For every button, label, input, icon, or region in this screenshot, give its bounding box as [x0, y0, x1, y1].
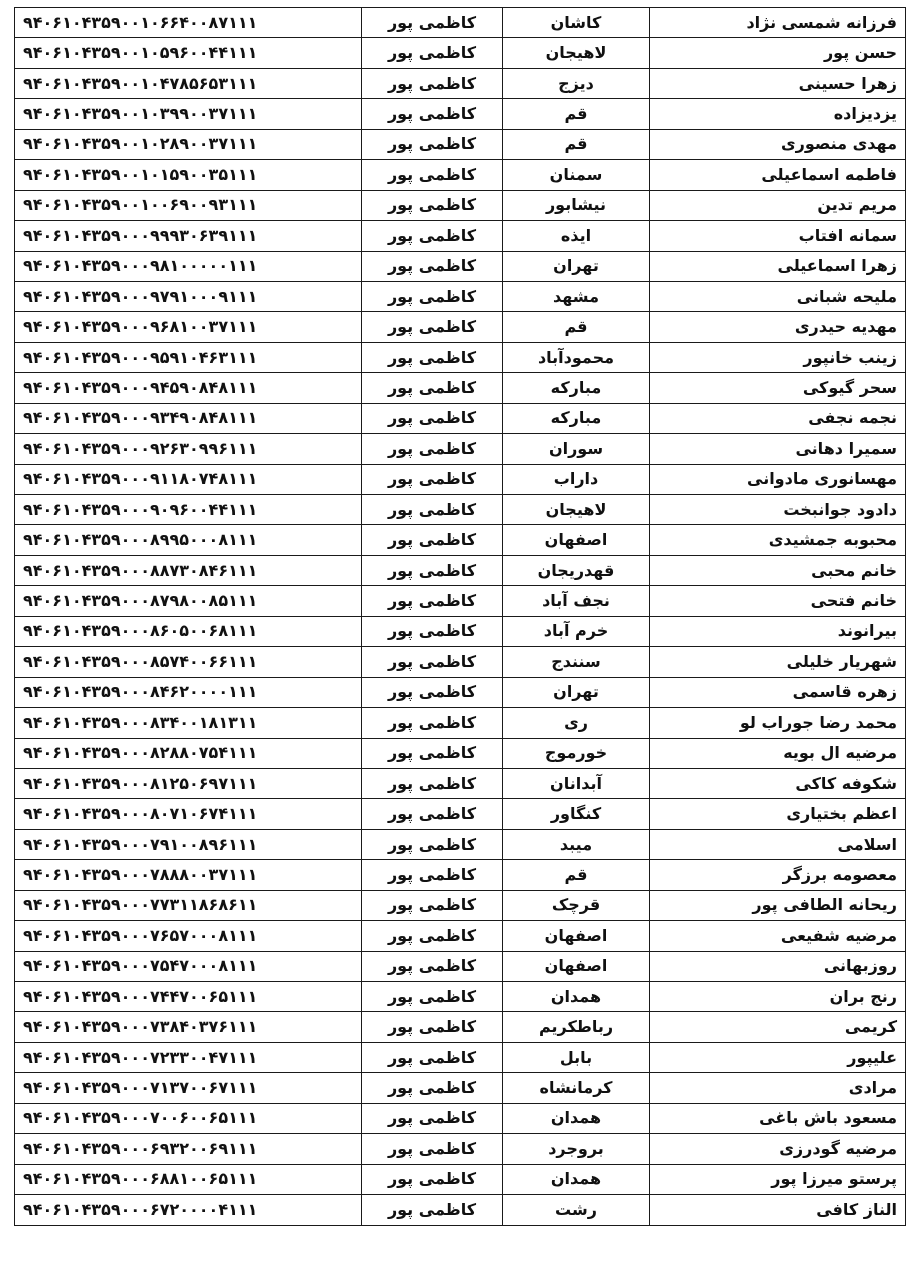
table-row: [15, 495, 906, 525]
code-cell: ۹۴۰۶۱۰۴۳۵۹۰۰۱۰۳۹۹۰۰۳۷۱۱۱: [15, 99, 362, 129]
code-cell: ۹۴۰۶۱۰۴۳۵۹۰۰۰۷۹۱۰۰۸۹۶۱۱۱: [15, 829, 362, 859]
table-row: [15, 647, 906, 677]
name-cell: فاطمه اسماعیلی: [650, 160, 906, 190]
name-cell: ملیحه شبانی: [650, 281, 906, 311]
city-cell: تهران: [503, 251, 650, 281]
code-cell: ۹۴۰۶۱۰۴۳۵۹۰۰۰۹۹۹۳۰۶۳۹۱۱۱: [15, 221, 362, 251]
surname-cell: کاظمی پور: [362, 281, 503, 311]
name-cell: پرستو میرزا پور: [650, 1164, 906, 1194]
city-cell: اصفهان: [503, 921, 650, 951]
city-cell: قم: [503, 129, 650, 159]
code-cell: ۹۴۰۶۱۰۴۳۵۹۰۰۰۷۳۸۴۰۳۷۶۱۱۱: [15, 1012, 362, 1042]
name-cell: یزدیزاده: [650, 99, 906, 129]
city-cell: قهدریجان: [503, 555, 650, 585]
code-cell: ۹۴۰۶۱۰۴۳۵۹۰۰۰۹۵۹۱۰۴۶۳۱۱۱: [15, 342, 362, 372]
city-cell: لاهیجان: [503, 38, 650, 68]
code-cell: ۹۴۰۶۱۰۴۳۵۹۰۰۰۸۱۲۵۰۶۹۷۱۱۱: [15, 768, 362, 798]
table-row: [15, 373, 906, 403]
table-row: [15, 890, 906, 920]
surname-cell: کاظمی پور: [362, 68, 503, 98]
table-row: [15, 1012, 906, 1042]
city-cell: ایذه: [503, 221, 650, 251]
code-cell: ۹۴۰۶۱۰۴۳۵۹۰۰۰۹۷۹۱۰۰۰۹۱۱۱: [15, 281, 362, 311]
surname-cell: کاظمی پور: [362, 129, 503, 159]
table-row: [15, 982, 906, 1012]
code-cell: ۹۴۰۶۱۰۴۳۵۹۰۰۰۹۱۱۸۰۷۴۸۱۱۱: [15, 464, 362, 494]
surname-cell: کاظمی پور: [362, 221, 503, 251]
table-row: [15, 190, 906, 220]
city-cell: قرچک: [503, 890, 650, 920]
code-cell: ۹۴۰۶۱۰۴۳۵۹۰۰۰۹۲۶۳۰۹۹۶۱۱۱: [15, 434, 362, 464]
city-cell: رشت: [503, 1195, 650, 1225]
city-cell: تهران: [503, 677, 650, 707]
name-cell: مسعود باش باغی: [650, 1103, 906, 1133]
city-cell: کاشان: [503, 8, 650, 38]
name-cell: مرضیه ال بویه: [650, 738, 906, 768]
name-cell: بیرانوند: [650, 616, 906, 646]
code-cell: ۹۴۰۶۱۰۴۳۵۹۰۰۰۷۱۳۷۰۰۶۷۱۱۱: [15, 1073, 362, 1103]
code-cell: ۹۴۰۶۱۰۴۳۵۹۰۰۰۷۰۰۶۰۰۶۵۱۱۱: [15, 1103, 362, 1133]
table-row: [15, 342, 906, 372]
name-cell: زهرا اسماعیلی: [650, 251, 906, 281]
code-cell: ۹۴۰۶۱۰۴۳۵۹۰۰۰۸۲۸۸۰۷۵۴۱۱۱: [15, 738, 362, 768]
name-cell: اعظم بختیاری: [650, 799, 906, 829]
table-row: [15, 403, 906, 433]
table-row: [15, 251, 906, 281]
city-cell: قم: [503, 312, 650, 342]
code-cell: ۹۴۰۶۱۰۴۳۵۹۰۰۰۹۸۱۰۰۰۰۰۱۱۱: [15, 251, 362, 281]
code-cell: ۹۴۰۶۱۰۴۳۵۹۰۰۰۷۸۸۸۰۰۳۷۱۱۱: [15, 860, 362, 890]
table-row: [15, 1103, 906, 1133]
city-cell: اصفهان: [503, 525, 650, 555]
table-row: [15, 1195, 906, 1225]
city-cell: قم: [503, 99, 650, 129]
city-cell: دیزج: [503, 68, 650, 98]
city-cell: سوران: [503, 434, 650, 464]
code-cell: ۹۴۰۶۱۰۴۳۵۹۰۰۰۸۵۷۴۰۰۶۶۱۱۱: [15, 647, 362, 677]
city-cell: کرمانشاه: [503, 1073, 650, 1103]
table-row: [15, 586, 906, 616]
name-cell: مرضیه شفیعی: [650, 921, 906, 951]
city-cell: همدان: [503, 982, 650, 1012]
table-row: [15, 434, 906, 464]
surname-cell: کاظمی پور: [362, 38, 503, 68]
code-cell: ۹۴۰۶۱۰۴۳۵۹۰۰۱۰۶۶۴۰۰۸۷۱۱۱: [15, 8, 362, 38]
name-cell: حسن پور: [650, 38, 906, 68]
name-cell: نجمه نجفی: [650, 403, 906, 433]
name-cell: مهدی منصوری: [650, 129, 906, 159]
surname-cell: کاظمی پور: [362, 1042, 503, 1072]
code-cell: ۹۴۰۶۱۰۴۳۵۹۰۰۰۸۰۷۱۰۶۷۴۱۱۱: [15, 799, 362, 829]
name-cell: علیپور: [650, 1042, 906, 1072]
code-cell: ۹۴۰۶۱۰۴۳۵۹۰۰۰۹۰۹۶۰۰۴۴۱۱۱: [15, 495, 362, 525]
city-cell: بابل: [503, 1042, 650, 1072]
surname-cell: کاظمی پور: [362, 8, 503, 38]
city-cell: نیشابور: [503, 190, 650, 220]
surname-cell: کاظمی پور: [362, 1164, 503, 1194]
surname-cell: کاظمی پور: [362, 890, 503, 920]
city-cell: میبد: [503, 829, 650, 859]
name-cell: الناز کافی: [650, 1195, 906, 1225]
surname-cell: کاظمی پور: [362, 738, 503, 768]
city-cell: ری: [503, 708, 650, 738]
surname-cell: کاظمی پور: [362, 921, 503, 951]
name-cell: زهرا حسینی: [650, 68, 906, 98]
city-cell: سمنان: [503, 160, 650, 190]
name-cell: ریحانه الطافی پور: [650, 890, 906, 920]
code-cell: ۹۴۰۶۱۰۴۳۵۹۰۰۱۰۲۸۹۰۰۳۷۱۱۱: [15, 129, 362, 159]
code-cell: ۹۴۰۶۱۰۴۳۵۹۰۰۰۹۳۴۹۰۸۴۸۱۱۱: [15, 403, 362, 433]
name-cell: روزبهانی: [650, 951, 906, 981]
surname-cell: کاظمی پور: [362, 677, 503, 707]
table-row: [15, 99, 906, 129]
surname-cell: کاظمی پور: [362, 1134, 503, 1164]
city-cell: مشهد: [503, 281, 650, 311]
city-cell: اصفهان: [503, 951, 650, 981]
code-cell: ۹۴۰۶۱۰۴۳۵۹۰۰۰۸۳۴۰۰۱۸۱۳۱۱: [15, 708, 362, 738]
surname-cell: کاظمی پور: [362, 555, 503, 585]
table-row: [15, 768, 906, 798]
table-row: [15, 464, 906, 494]
table-row: [15, 616, 906, 646]
surname-cell: کاظمی پور: [362, 586, 503, 616]
name-cell: خانم فتحی: [650, 586, 906, 616]
code-cell: ۹۴۰۶۱۰۴۳۵۹۰۰۰۸۴۶۲۰۰۰۰۱۱۱: [15, 677, 362, 707]
name-cell: مهدیه حیدری: [650, 312, 906, 342]
city-cell: بروجرد: [503, 1134, 650, 1164]
code-cell: ۹۴۰۶۱۰۴۳۵۹۰۰۰۷۶۵۷۰۰۰۸۱۱۱: [15, 921, 362, 951]
name-cell: دادود جوانبخت: [650, 495, 906, 525]
name-cell: مریم تدین: [650, 190, 906, 220]
table-row: [15, 525, 906, 555]
table-row: [15, 555, 906, 585]
name-cell: مرضیه گودرزی: [650, 1134, 906, 1164]
surname-cell: کاظمی پور: [362, 860, 503, 890]
name-cell: سحر گیوکی: [650, 373, 906, 403]
name-cell: سمانه افتاب: [650, 221, 906, 251]
code-cell: ۹۴۰۶۱۰۴۳۵۹۰۰۰۹۶۸۱۰۰۳۷۱۱۱: [15, 312, 362, 342]
name-cell: زینب خانپور: [650, 342, 906, 372]
surname-cell: کاظمی پور: [362, 190, 503, 220]
surname-cell: کاظمی پور: [362, 768, 503, 798]
table-row: [15, 68, 906, 98]
table-row: [15, 738, 906, 768]
table-row: [15, 221, 906, 251]
code-cell: ۹۴۰۶۱۰۴۳۵۹۰۰۰۸۹۹۵۰۰۰۸۱۱۱: [15, 525, 362, 555]
table-row: [15, 160, 906, 190]
code-cell: ۹۴۰۶۱۰۴۳۵۹۰۰۰۸۶۰۵۰۰۶۸۱۱۱: [15, 616, 362, 646]
surname-cell: کاظمی پور: [362, 708, 503, 738]
name-cell: رنج بران: [650, 982, 906, 1012]
table-row: [15, 799, 906, 829]
surname-cell: کاظمی پور: [362, 616, 503, 646]
city-cell: رباطکریم: [503, 1012, 650, 1042]
surname-cell: کاظمی پور: [362, 1195, 503, 1225]
name-cell: شکوفه کاکی: [650, 768, 906, 798]
name-cell: کریمی: [650, 1012, 906, 1042]
surname-cell: کاظمی پور: [362, 799, 503, 829]
table-row: [15, 312, 906, 342]
table-row: [15, 1134, 906, 1164]
table-row: [15, 1073, 906, 1103]
city-cell: لاهیجان: [503, 495, 650, 525]
name-cell: سمیرا دهانی: [650, 434, 906, 464]
name-cell: محبوبه جمشیدی: [650, 525, 906, 555]
code-cell: ۹۴۰۶۱۰۴۳۵۹۰۰۱۰۴۷۸۵۶۵۳۱۱۱: [15, 68, 362, 98]
surname-cell: کاظمی پور: [362, 373, 503, 403]
code-cell: ۹۴۰۶۱۰۴۳۵۹۰۰۰۷۷۳۱۱۸۶۸۶۱۱: [15, 890, 362, 920]
code-cell: ۹۴۰۶۱۰۴۳۵۹۰۰۰۶۹۳۲۰۰۶۹۱۱۱: [15, 1134, 362, 1164]
table-row: [15, 1042, 906, 1072]
surname-cell: کاظمی پور: [362, 647, 503, 677]
surname-cell: کاظمی پور: [362, 99, 503, 129]
name-cell: اسلامی: [650, 829, 906, 859]
table-row: [15, 677, 906, 707]
table-body: [15, 8, 906, 1226]
code-cell: ۹۴۰۶۱۰۴۳۵۹۰۰۰۶۸۸۱۰۰۶۵۱۱۱: [15, 1164, 362, 1194]
surname-cell: کاظمی پور: [362, 1103, 503, 1133]
code-cell: ۹۴۰۶۱۰۴۳۵۹۰۰۱۰۵۹۶۰۰۴۴۱۱۱: [15, 38, 362, 68]
city-cell: خرم آباد: [503, 616, 650, 646]
surname-cell: کاظمی پور: [362, 982, 503, 1012]
table-row: [15, 829, 906, 859]
surname-cell: کاظمی پور: [362, 464, 503, 494]
city-cell: کنگاور: [503, 799, 650, 829]
surname-cell: کاظمی پور: [362, 1073, 503, 1103]
table-row: [15, 281, 906, 311]
surname-cell: کاظمی پور: [362, 160, 503, 190]
city-cell: آبدانان: [503, 768, 650, 798]
city-cell: مبارکه: [503, 403, 650, 433]
surname-cell: کاظمی پور: [362, 312, 503, 342]
table-row: [15, 860, 906, 890]
city-cell: نجف آباد: [503, 586, 650, 616]
code-cell: ۹۴۰۶۱۰۴۳۵۹۰۰۰۷۴۴۷۰۰۶۵۱۱۱: [15, 982, 362, 1012]
surname-cell: کاظمی پور: [362, 403, 503, 433]
code-cell: ۹۴۰۶۱۰۴۳۵۹۰۰۰۸۸۷۳۰۸۴۶۱۱۱: [15, 555, 362, 585]
city-cell: سنندج: [503, 647, 650, 677]
table-row: [15, 921, 906, 951]
surname-cell: کاظمی پور: [362, 1012, 503, 1042]
city-cell: خورموج: [503, 738, 650, 768]
table-row: [15, 951, 906, 981]
surname-cell: کاظمی پور: [362, 525, 503, 555]
city-cell: محمودآباد: [503, 342, 650, 372]
city-cell: همدان: [503, 1164, 650, 1194]
code-cell: ۹۴۰۶۱۰۴۳۵۹۰۰۱۰۱۵۹۰۰۳۵۱۱۱: [15, 160, 362, 190]
surname-cell: کاظمی پور: [362, 951, 503, 981]
city-cell: مبارکه: [503, 373, 650, 403]
name-cell: مرادی: [650, 1073, 906, 1103]
name-cell: مهسانوری مادوانی: [650, 464, 906, 494]
code-cell: ۹۴۰۶۱۰۴۳۵۹۰۰۰۹۴۵۹۰۸۴۸۱۱۱: [15, 373, 362, 403]
table-row: [15, 38, 906, 68]
records-table: [14, 7, 906, 1226]
name-cell: زهره قاسمی: [650, 677, 906, 707]
table-row: [15, 1164, 906, 1194]
surname-cell: کاظمی پور: [362, 434, 503, 464]
code-cell: ۹۴۰۶۱۰۴۳۵۹۰۰۱۰۰۶۹۰۰۹۳۱۱۱: [15, 190, 362, 220]
table-row: [15, 129, 906, 159]
surname-cell: کاظمی پور: [362, 342, 503, 372]
table-row: [15, 708, 906, 738]
city-cell: قم: [503, 860, 650, 890]
code-cell: ۹۴۰۶۱۰۴۳۵۹۰۰۰۷۵۴۷۰۰۰۸۱۱۱: [15, 951, 362, 981]
city-cell: داراب: [503, 464, 650, 494]
name-cell: فرزانه شمسی نژاد: [650, 8, 906, 38]
city-cell: همدان: [503, 1103, 650, 1133]
name-cell: خانم محبی: [650, 555, 906, 585]
code-cell: ۹۴۰۶۱۰۴۳۵۹۰۰۰۷۲۳۳۰۰۴۷۱۱۱: [15, 1042, 362, 1072]
surname-cell: کاظمی پور: [362, 495, 503, 525]
code-cell: ۹۴۰۶۱۰۴۳۵۹۰۰۰۶۷۲۰۰۰۰۴۱۱۱: [15, 1195, 362, 1225]
name-cell: شهریار خلیلی: [650, 647, 906, 677]
name-cell: محمد رضا جوراب لو: [650, 708, 906, 738]
table-row: [15, 8, 906, 38]
surname-cell: کاظمی پور: [362, 251, 503, 281]
name-cell: معصومه برزگر: [650, 860, 906, 890]
surname-cell: کاظمی پور: [362, 829, 503, 859]
code-cell: ۹۴۰۶۱۰۴۳۵۹۰۰۰۸۷۹۸۰۰۸۵۱۱۱: [15, 586, 362, 616]
